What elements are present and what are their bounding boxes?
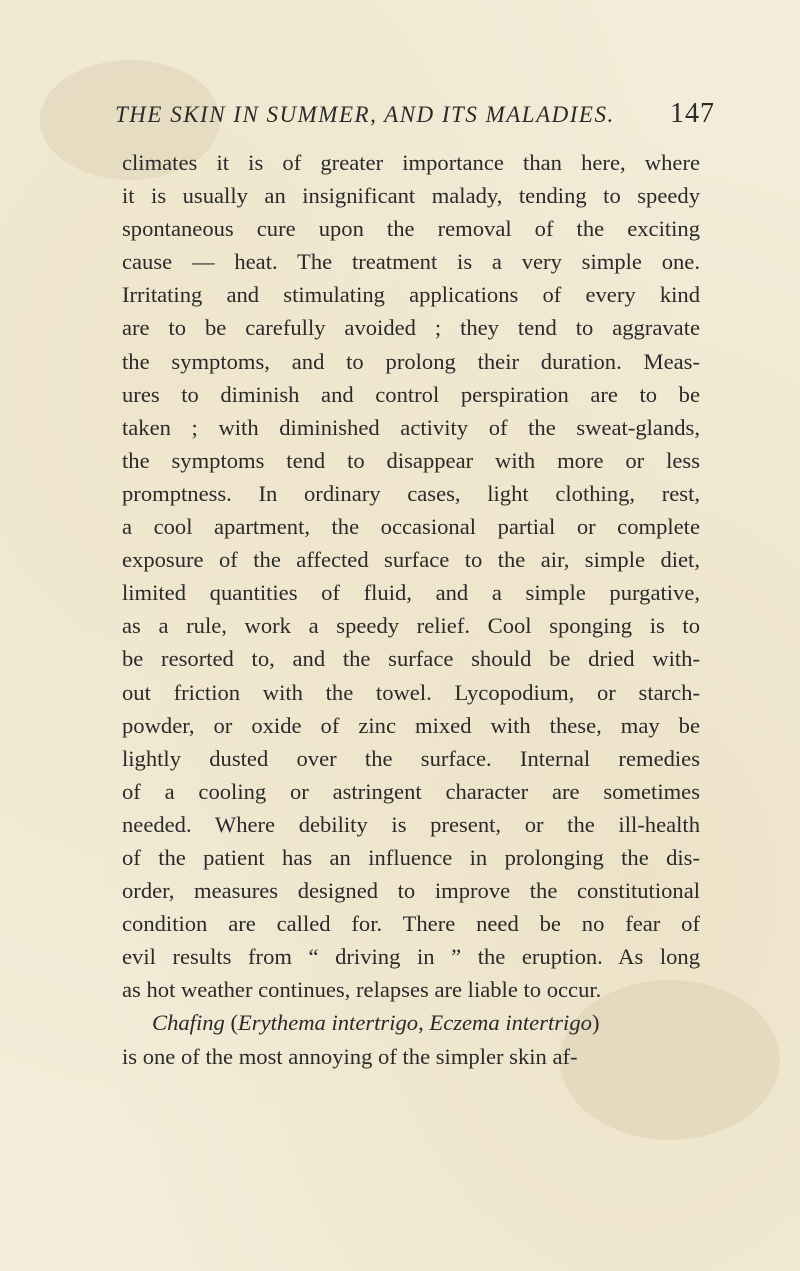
text-line: condition are called for. There need be no fear of <box>122 911 700 937</box>
running-title: THE SKIN IN SUMMER, AND ITS MALADIES. <box>115 102 615 127</box>
text-line: of the patient has an influence in prolonging the dis- <box>122 844 700 870</box>
text-line: is one of the most annoying of the simpler skin af- <box>122 1043 578 1069</box>
close-paren: ) <box>591 1010 600 1036</box>
text-line: limited quantities of fluid, and a simple purgative, <box>122 580 700 606</box>
synonym-erythema: Erythema intertrigo <box>238 1010 419 1036</box>
text-line: of a cooling or astringent character are sometimes <box>122 778 700 804</box>
synonym-eczema: Eczema intertrigo <box>429 1010 592 1036</box>
running-head <box>115 98 715 138</box>
text-line: it is usually an insignificant malady, tending to speedy <box>122 183 700 209</box>
text-line: Irritating and stimulating applications of every kind <box>122 282 700 308</box>
page-number: 147 <box>670 98 715 129</box>
body-text <box>122 146 700 1073</box>
text-line: taken ; with diminished activity of the sweat-glands, <box>122 414 700 440</box>
text-line: spontaneous cure upon the removal of the exciting <box>122 216 700 242</box>
text-line: promptness. In ordinary cases, light clothing, rest, <box>122 480 700 506</box>
text-line: the symptoms, and to prolong their duration. Meas- <box>122 348 700 374</box>
text-line: as a rule, work a speedy relief. Cool sponging is to <box>122 613 700 639</box>
separator: , <box>418 1010 430 1036</box>
text-line: climates it is of greater importance than here, where <box>122 150 700 175</box>
text-line: cause — heat. The treatment is a very simple one. <box>122 249 700 275</box>
chafing-term: Chafing <box>152 1010 225 1036</box>
text-line: be resorted to, and the surface should be dried with- <box>122 646 700 672</box>
text-line: the symptoms tend to disappear with more or less <box>122 447 700 473</box>
text-line: out friction with the towel. Lycopodium, or starch- <box>122 679 700 705</box>
text-line: ures to diminish and control perspiration are to be <box>122 381 700 407</box>
text-line: a cool apartment, the occasional partial or complete <box>122 514 700 540</box>
chafing-line <box>122 1006 700 1039</box>
text-line: lightly dusted over the surface. Internal remedies <box>122 745 700 771</box>
open-paren: ( <box>230 1010 238 1036</box>
text-line: exposure of the affected surface to the air, simple diet, <box>122 547 700 573</box>
text-line: are to be carefully avoided ; they tend to aggravate <box>122 315 700 341</box>
text-line: needed. Where debility is present, or the ill-health <box>122 811 700 837</box>
text-line: order, measures designed to improve the constitutional <box>122 878 700 904</box>
text-line: as hot weather continues, relapses are liable to occur. <box>122 977 602 1003</box>
text-line: evil results from “ driving in ” the eruption. As long <box>122 944 700 970</box>
text-line: powder, or oxide of zinc mixed with these, may be <box>122 712 700 738</box>
